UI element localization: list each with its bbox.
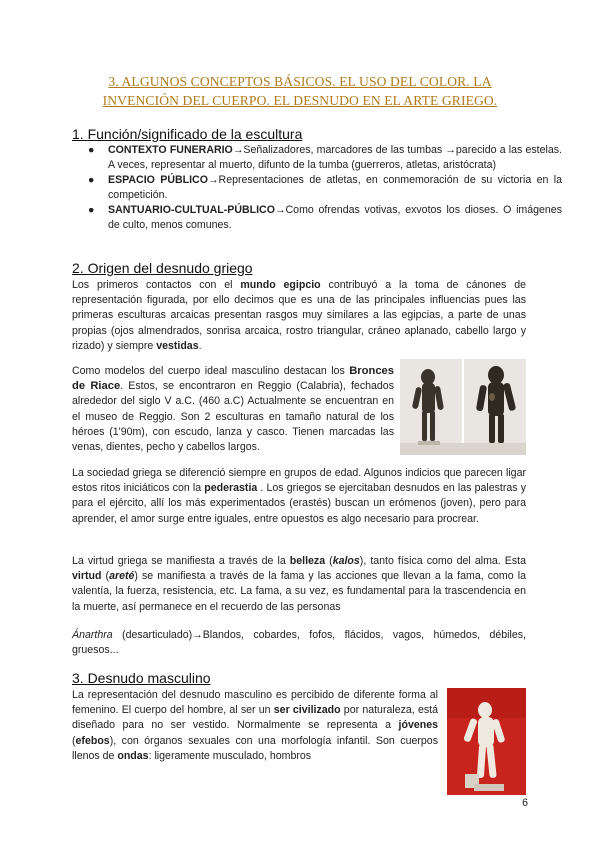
paragraph: Ánarthra (desarticulado)→Blandos, cobardes, fofos, flácidos, vagos, húmedos, débiles, gruesos... xyxy=(72,629,526,657)
marble-statue-illustration xyxy=(447,688,526,795)
section1-heading: 1. Función/significado de la escultura xyxy=(72,126,303,142)
paragraph: La virtud griega se manifiesta a través de la belleza (kalos), tanto física como del alma. Esta virtud (areté) se manifiesta a través de la fama y las acciones que llevan a la fama, como la valentía, la fuerza, resistencia, etc. La fama, a su vez, es fundamental para la trascendencia en la muerte, así permanece en el recuerdo de las personas xyxy=(72,555,526,613)
marble-statue-image xyxy=(447,688,526,795)
list-item xyxy=(88,143,562,173)
list-item-text: →Señalizadores, marcadores de las tumbas →parecido a las estelas. A veces, representar al muerto, difunto de la tumba (guerreros, atletas, aristócrata) xyxy=(108,144,562,171)
list-item xyxy=(88,203,562,233)
list-item-text: →Representaciones de atletas, en conmemoración de su victoria en la competición. xyxy=(108,174,562,201)
section2-heading: 2. Origen del desnudo griego xyxy=(72,260,253,276)
list-item-term: SANTUARIO-CULTUAL-PÚBLICO xyxy=(108,204,275,216)
bullet-icon: ● xyxy=(88,204,95,216)
list-item-term: CONTEXTO FUNERARIO xyxy=(108,144,233,156)
page-title: 3. ALGUNOS CONCEPTOS BÁSICOS. EL USO DEL COLOR. LA INVENCIÓN DEL CUERPO. EL DESNUDO EN EL ARTE GRIEGO. xyxy=(102,74,498,108)
paragraph: Como modelos del cuerpo ideal masculino destacan los Bronces de Riace. Estos, se encontraron en Reggio (Calabria), fechados alrededor del siglo V a.C. (460 a.C) Actualmente se encuentran en el museo de Reggio. Son 2 esculturas en tamaño natural de los héroes (1'90m), con escudo, lanza y casco. Tienen marcadas las venas, dientes, pecho y cabellos largos. xyxy=(72,365,394,454)
page-number: 6 xyxy=(522,797,528,809)
paragraph: La representación del desnudo masculino es percibido de diferente forma al femenino. El cuerpo del hombre, al ser un ser civilizado por naturaleza, está diseñado para no ser vestido. Normalmente se representa a jóvenes (efebos), con órganos sexuales con una morfología infantil. Son cuerpos llenos de ondas: ligeramente musculado, hombros xyxy=(72,689,438,762)
list-item-text: →Como ofrendas votivas, exvotos los dioses. O imágenes de culto, menos comunes. xyxy=(108,204,562,231)
section3-heading: 3. Desnudo masculino xyxy=(72,670,211,686)
paragraph: La sociedad griega se diferenció siempre en grupos de edad. Algunos indicios que parecen ligar estos ritos iniciáticos con la pederastia . Los griegos se ejercitaban desnudos en las palestras y para el ejército, allí los más experimentados (erastés) buscan un erómenos (joven), pero para aprender, el amor surge entre iguales, entre opuestos es algo necesario para procrear. xyxy=(72,467,526,525)
riace-bronzes-illustration xyxy=(400,359,526,455)
riace-bronzes-image xyxy=(400,359,526,455)
list-item xyxy=(88,173,562,203)
list-item-term: ESPACIO PÚBLICO xyxy=(108,174,208,186)
paragraph: Los primeros contactos con el mundo egipcio contribuyó a la toma de cánones de representación figurada, por ello decimos que es una de las principales influencias pues las primeras esculturas arcaicas presentan rasgos muy similares a las egipcias, a parte de unas propias (ojos almendrados, sonrisa arcaica, rostro triangular, cráneo aplanado, cabello largo y rizado) y siempre vestidas. xyxy=(72,279,526,352)
section1-list xyxy=(72,143,562,233)
bullet-icon: ● xyxy=(88,174,95,186)
bullet-icon: ● xyxy=(88,144,95,156)
